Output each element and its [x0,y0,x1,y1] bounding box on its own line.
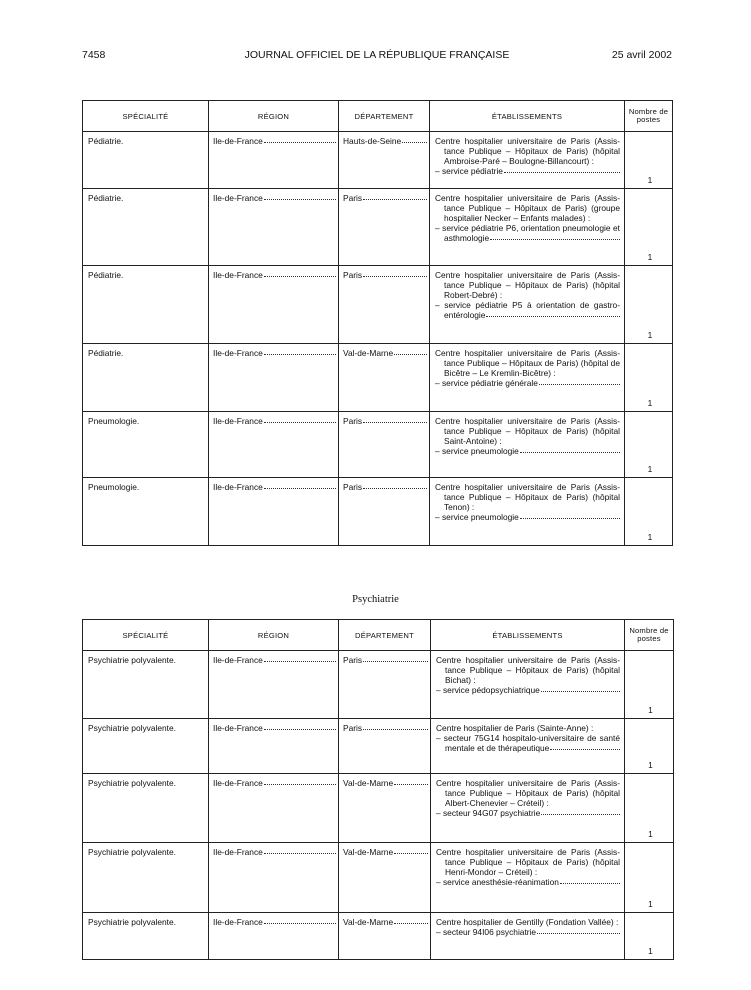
cell-specialite: Psychiatrie polyvalente. [83,913,209,960]
etablissement-block [436,847,620,887]
table-row [83,478,673,546]
etablissement-line: Robert-Debré) : [444,290,503,300]
cell-region [209,412,339,478]
departement-text: Hauts-de-Seine [343,136,427,146]
section-title: Psychiatrie [352,594,399,605]
cell-specialite: Psychiatrie polyvalente. [83,651,209,719]
table-psychiatrie [82,619,674,960]
etablissement-line: Centre hospitalier universitaire de Paris (Assis- [435,482,620,492]
col-header-departement: DÉPARTEMENT [339,101,430,132]
etablissement-line: Centre hospitalier universitaire de Paris (Assis- [435,136,620,146]
col-header-specialite: SPÉCIALITÉ [83,620,209,651]
etablissement-line: tance Publique – Hôpitaux de Paris) (hôpital [444,492,620,502]
dot-leader [363,276,427,277]
etablissement-block [436,778,620,818]
dot-leader [394,354,427,355]
departement-text: Val-de-Marne [343,348,427,358]
dot-leader [520,452,620,453]
cell-etablissements [431,913,625,960]
dot-leader [264,354,336,355]
dot-leader [541,814,620,815]
etablissement-line: Centre hospitalier universitaire de Paris (Assis- [435,193,620,203]
table-row [83,651,674,719]
cell-etablissements [430,412,625,478]
col-header-departement: DÉPARTEMENT [339,620,431,651]
cell-specialite: Psychiatrie polyvalente. [83,719,209,774]
departement-text: Val-de-Marne [343,778,428,788]
cell-etablissements [431,843,625,913]
etablissement-block [436,917,620,937]
cell-specialite: Pédiatrie. [83,344,209,412]
departement-text: Val-de-Marne [343,917,428,927]
dot-leader [264,422,336,423]
etablissement-line: tance Publique – Hôpitaux de Paris) (hôpital [444,426,620,436]
service-line: entérologie [435,310,620,320]
etablissement-block [435,270,620,320]
service-line: – service anesthésie-réanimation [436,877,620,887]
cell-departement [339,843,431,913]
etablissement-line: Centre hospitalier universitaire de Paris (Assis- [435,270,620,280]
etablissement-line: Ambroise-Paré – Boulogne-Billancourt) : [444,156,594,166]
cell-nombre-postes: 1 [625,774,674,843]
cell-departement [339,266,430,344]
etablissement-line: tance Publique – Hôpitaux de Paris) (hôpital de [444,358,620,368]
cell-departement [339,651,431,719]
dot-leader [520,518,620,519]
journal-title: JOURNAL OFFICIEL DE LA RÉPUBLIQUE FRANÇAISE [244,49,510,61]
dot-leader [264,199,336,200]
dot-leader [363,661,428,662]
etablissement-line: Bicêtre – Le Kremlin-Bicêtre) : [444,368,556,378]
cell-departement [339,189,430,266]
cell-specialite: Psychiatrie polyvalente. [83,843,209,913]
cell-region [209,651,339,719]
service-line: – service pédiatrie [435,166,620,176]
service-line: – service pneumologie [435,446,620,456]
dot-leader [264,661,336,662]
etablissement-line: tance Publique – Hôpitaux de Paris) (hôpital [444,146,620,156]
col-header-etablissements: ÉTABLISSEMENTS [431,620,625,651]
cell-departement [339,913,431,960]
service-line: – service pédiatrie générale [435,378,620,388]
dot-leader [486,316,620,317]
etablissement-line: Centre hospitalier universitaire de Paris (Assis- [436,655,620,665]
dot-leader [394,784,428,785]
dot-leader [264,142,336,143]
cell-specialite: Pédiatrie. [83,189,209,266]
cell-nombre-postes: 1 [625,719,674,774]
dot-leader [264,853,336,854]
cell-departement [339,344,430,412]
cell-region [209,344,339,412]
etablissement-block [435,193,620,243]
region-text: Ile-de-France [213,348,336,358]
etablissement-block [435,416,620,456]
dot-leader [490,239,620,240]
etablissement-line: Henri-Mondor – Créteil) : [445,867,538,877]
cell-region [209,913,339,960]
dot-leader [264,784,336,785]
region-text: Ile-de-France [213,655,336,665]
table-row [83,344,673,412]
cell-nombre-postes: 1 [625,913,674,960]
departement-text: Paris [343,270,427,280]
region-text: Ile-de-France [213,136,336,146]
dot-leader [264,923,336,924]
etablissement-block [436,723,620,753]
departement-text: Paris [343,723,428,733]
service-line: – service pédiatrie P5 à orientation de gastro- [435,300,620,310]
etablissement-line: Centre hospitalier universitaire de Paris (Assis- [436,847,620,857]
dot-leader [560,883,620,884]
cell-region [209,189,339,266]
region-text: Ile-de-France [213,270,336,280]
dot-leader [541,691,620,692]
etablissement-line: tance Publique – Hôpitaux de Paris) (hôpital [445,857,620,867]
cell-departement [339,719,431,774]
cell-departement [339,774,431,843]
cell-departement [339,412,430,478]
cell-specialite: Pneumologie. [83,478,209,546]
cell-departement [339,478,430,546]
cell-etablissements [430,132,625,189]
region-text: Ile-de-France [213,723,336,733]
cell-region [209,843,339,913]
etablissement-line: Centre hospitalier universitaire de Paris (Assis- [435,348,620,358]
service-line: asthmologie [435,233,620,243]
cell-etablissements [430,189,625,266]
region-text: Ile-de-France [213,917,336,927]
etablissement-line: tance Publique – Hôpitaux de Paris) (hôpital [444,280,620,290]
dot-leader [363,729,428,730]
table-pediatrie-pneumologie [82,100,673,546]
cell-specialite: Pneumologie. [83,412,209,478]
etablissement-line: Centre hospitalier de Gentilly (Fondation Vallée) : [436,917,619,927]
service-line: – service pédiatrie P6, orientation pneumologie et [435,223,620,233]
region-text: Ile-de-France [213,482,336,492]
cell-nombre-postes: 1 [625,843,674,913]
dot-leader [539,384,620,385]
etablissement-line: Centre hospitalier universitaire de Paris (Assis- [436,778,620,788]
region-text: Ile-de-France [213,416,336,426]
cell-nombre-postes: 1 [625,132,673,189]
service-line: – secteur 94G07 psychiatrie [436,808,620,818]
service-line: – secteur 94I06 psychiatrie [436,927,620,937]
dot-leader [402,142,427,143]
dot-leader [394,923,428,924]
dot-leader [264,488,336,489]
cell-etablissements [431,719,625,774]
col-header-region: RÉGION [209,620,339,651]
dot-leader [363,199,427,200]
etablissement-block [435,348,620,388]
table-row [83,266,673,344]
col-header-etablissements: ÉTABLISSEMENTS [430,101,625,132]
cell-nombre-postes: 1 [625,266,673,344]
etablissement-line: Albert-Chenevier – Créteil) : [445,798,549,808]
cell-specialite: Psychiatrie polyvalente. [83,774,209,843]
dot-leader [550,749,620,750]
col-header-nombre-postes: Nombre de postes [625,620,674,651]
col-header-nombre-postes: Nombre de postes [625,101,673,132]
etablissement-line: Saint-Antoine) : [444,436,502,446]
etablissement-line: tance Publique – Hôpitaux de Paris) (hôpital [445,665,620,675]
table-row [83,774,674,843]
table-row [83,412,673,478]
cell-etablissements [431,774,625,843]
etablissement-line: Bichat) : [445,675,476,685]
cell-etablissements [431,651,625,719]
cell-nombre-postes: 1 [625,189,673,266]
table-row [83,719,674,774]
region-text: Ile-de-France [213,847,336,857]
etablissement-line: tance Publique – Hôpitaux de Paris) (groupe [444,203,620,213]
cell-etablissements [430,266,625,344]
service-line: – secteur 75G14 hospitalo-universitaire de santé [436,733,620,743]
etablissement-block [435,482,620,522]
col-header-specialite: SPÉCIALITÉ [83,101,209,132]
table-row [83,843,674,913]
departement-text: Paris [343,416,427,426]
publication-date: 25 avril 2002 [611,49,672,61]
cell-etablissements [430,478,625,546]
cell-region [209,266,339,344]
cell-etablissements [430,344,625,412]
departement-text: Paris [343,655,428,665]
dot-leader [537,933,620,934]
cell-specialite: Pédiatrie. [83,132,209,189]
departement-text: Val-de-Marne [343,847,428,857]
cell-departement [339,132,430,189]
service-line: – service pneumologie [435,512,620,522]
dot-leader [504,172,620,173]
dot-leader [394,853,428,854]
cell-nombre-postes: 1 [625,478,673,546]
etablissement-block [435,136,620,176]
dot-leader [363,422,427,423]
cell-nombre-postes: 1 [625,651,674,719]
table-row [83,189,673,266]
cell-region [209,774,339,843]
page-number: 7458 [82,49,106,61]
dot-leader [363,488,427,489]
etablissement-block [436,655,620,695]
departement-text: Paris [343,193,427,203]
etablissement-line: tance Publique – Hôpitaux de Paris) (hôpital [445,788,620,798]
etablissement-line: Centre hospitalier universitaire de Paris (Assis- [435,416,620,426]
table-row [83,913,674,960]
page-header [82,49,672,63]
cell-specialite: Pédiatrie. [83,266,209,344]
region-text: Ile-de-France [213,778,336,788]
dot-leader [264,729,336,730]
cell-nombre-postes: 1 [625,344,673,412]
cell-region [209,719,339,774]
etablissement-line: Centre hospitalier de Paris (Sainte-Anne) : [436,723,594,733]
etablissement-line: hospitalier Necker – Enfants malades) : [444,213,591,223]
service-line: mentale et de thérapeutique [436,743,620,753]
dot-leader [264,276,336,277]
cell-nombre-postes: 1 [625,412,673,478]
service-line: – service pédopsychiatrique [436,685,620,695]
col-header-region: RÉGION [209,101,339,132]
cell-region [209,132,339,189]
etablissement-line: Tenon) : [444,502,475,512]
table-row [83,132,673,189]
cell-region [209,478,339,546]
departement-text: Paris [343,482,427,492]
region-text: Ile-de-France [213,193,336,203]
